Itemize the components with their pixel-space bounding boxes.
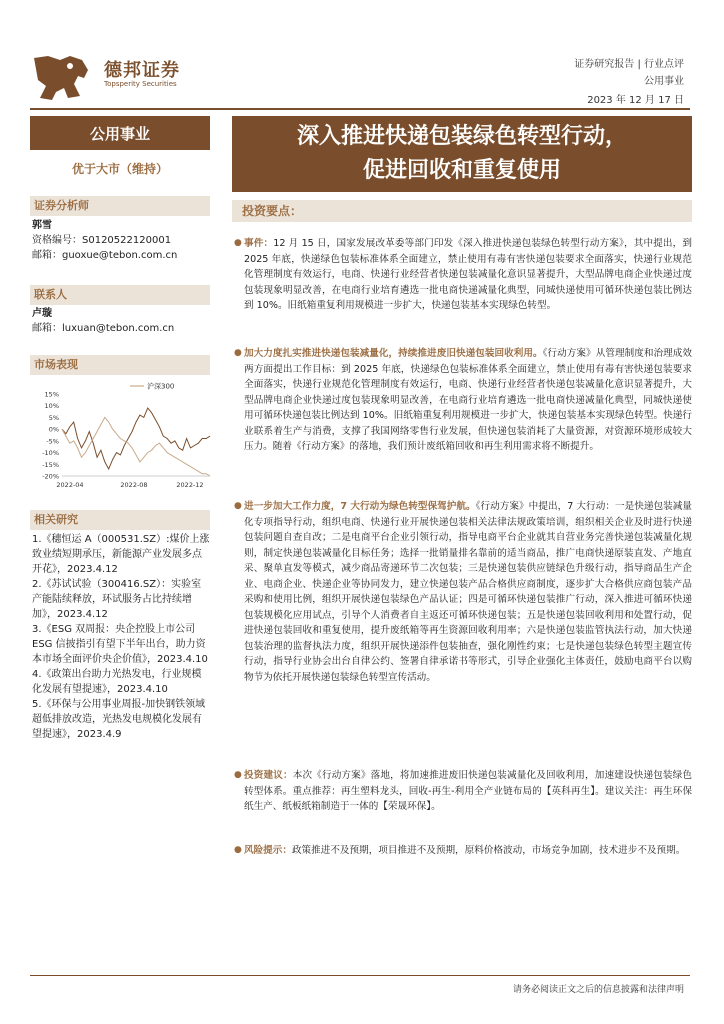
y-tick-label: -5% <box>46 437 59 446</box>
related-list <box>32 532 210 742</box>
y-tick-label: -10% <box>42 449 59 458</box>
title-line-2: 促进回收和重复使用 <box>362 158 561 183</box>
bullet-icon: ● <box>234 501 242 511</box>
market-section-head: 市场表现 <box>30 355 210 375</box>
series-line <box>62 417 210 476</box>
related-item[interactable]: 3.《ESG 双周报：央企控股上市公司 ESG 信披指引有望下半年出台，助力资本市场全面评价央企价值》，2023.4.10 <box>32 624 208 665</box>
report-sector: 公用事业 <box>644 76 684 87</box>
y-tick-label: 10% <box>44 402 59 411</box>
contact-email: 邮箱：luxuan@tebon.com.cn <box>32 323 175 334</box>
para-risk <box>234 843 692 859</box>
y-tick-label: -15% <box>42 460 59 469</box>
y-tick-label: -20% <box>42 472 59 481</box>
legend-label: 沪深300 <box>147 382 175 391</box>
footer-divider <box>30 975 690 976</box>
analyst-name: 郭雪 <box>32 220 52 231</box>
related-item[interactable]: 1.《穗恒运 A（000531.SZ）:煤价上涨致业绩短期承压，新能源产业发展多点开花》，2023.4.12 <box>32 534 210 575</box>
report-type: 证券研究报告 | 行业点评 <box>574 59 684 70</box>
related-item[interactable]: 5.《环保与公用事业周报-加快钢铁领域超低排放改造，光热发电规模化发展有望提速》，2023.4.9 <box>32 699 206 740</box>
header-divider <box>30 108 690 110</box>
para-event-text: 12 月 15 日，国家发展改革委等部门印发《深入推进快递包装绿色转型行动方案》，其中提出，到 2025 年底，快递绿色包装标准体系全面建立，禁止使用有毒有害快递包装要求全面落实，快递行业规范化管理制度有效运行，电商、快递行业经营者快递包装减量化意识显著提升，大型品牌电商企业快递过度包装现象明显改善，在电商行业培育遴选一批电商快递减量化典型，同城快递使用可循环快递包装比例达到 10%。旧纸箱重复利用规模进一步扩大，快递包装基本实现绿色转型。 <box>244 238 693 311</box>
brand-name: 德邦证券 <box>104 60 180 81</box>
invest-head: 投资要点： <box>232 200 692 222</box>
related-section-head: 相关研究 <box>30 510 210 530</box>
series-line <box>62 408 210 469</box>
para-actions-label: 进一步加大工作力度，7 大行动为绿色转型保驾护航。 <box>244 501 476 512</box>
title-line-1: 深入推进快递包装绿色转型行动， <box>296 124 627 149</box>
related-item[interactable]: 4.《政策出台助力光热发电，行业规模化发展有望提速》，2023.4.10 <box>32 669 202 695</box>
para-reduction-text: 《行动方案》从管理制度和治理成效两方面提出工作目标：到 2025 年底，快递绿色包装标准体系全面建立，禁止使用有毒有害快递包装要求全面落实，快递行业规范化管理制度有效运行，电商、快递行业经营者快递包装减量化意识显著提升，大型品牌电商企业快递过度包装现象明显改善，在电商行业培育遴选一批电商快递减量化典型，同城快递使用可循环快递包装比例达到 10%。旧纸箱重复利用规模进一步扩大，快递包装基本实现绿色转型。快递行业联系着生产与消费，支撑了我国网络零售行业发展，但快递包装消耗了大量资源，对资源环境形成较大压力。随着《行动方案》的落地，我们预计废纸箱回收和再生利用需求将不断提升。 <box>244 348 693 452</box>
brand-name-en: Topsperity Securities <box>104 80 177 88</box>
report-date: 2023 年 12 月 17 日 <box>587 95 684 106</box>
para-actions-text: 《行动方案》中提出，7 大行动：一是快递包装减量化专项指导行动，组织电商、快递行业开展快递包装相关法律法规政策培训，组织相关企业及时进行快递包装问题自查自改；二是电商平台企业引领行动，指导电商平台企业就其自营业务完善快递包装减量化规则，制定快递包装减量化目标任务；选择一批销量排名靠前的适当商品，推广电商快递原装直发、产地直采、聚单直发等模式，减少商品寄递环节二次包装；三是快递包装供应链绿色升级行动，指导商品生产企业、电商企业、快递企业等协同发力，建立快递包装产品合格供应商制度，逐步扩大合格供应商包装产品采购和使用比例，组织开展快递包装绿色产品认证；四是可循环快递包装推广行动，深入推进可循环快递包装规模化应用试点，引导个人消费者自主返还可循环快递包装；五是快递包装回收利用和处置行动，促进快递包装回收和重复使用，提升废纸箱等再生资源回收利用率；六是快递包装监管执法行动，加大快递包装治理的监督执法力度，组织开展快递添件包装抽查，强化刚性约束；七是快递包装绿色转型主题宣传行动，指导行业协会出台自律公约、签署自律承诺书等形式，引导企业强化主体责任，鼓励电商平台以购物节为依托开展快递包装绿色转型宣传活动。 <box>244 501 692 683</box>
para-risk-text: 政策推进不及预期，项目推进不及预期，原料价格波动，市场竞争加剧，技术进步不及预期。 <box>291 845 686 856</box>
y-tick-label: 15% <box>44 390 59 399</box>
para-reduction-label: 加大力度扎实推进快递包装减量化，持续推进废旧快递包装回收利用。 <box>244 348 543 359</box>
y-tick-label: 0% <box>48 425 59 434</box>
analyst-cert: 资格编号：S0120522120001 <box>32 235 172 246</box>
related-item[interactable]: 2.《苏试试验（300416.SZ）：实验室产能陆续释放，环试服务占比持续增加》，2023.4.12 <box>32 579 202 620</box>
bullet-icon: ● <box>234 348 242 358</box>
para-event <box>234 236 693 314</box>
x-tick-label: 2022-04 <box>56 481 84 489</box>
bullet-icon: ● <box>234 845 242 855</box>
para-invest-text: 本次《行动方案》落地，将加速推进废旧快递包装减量化及回收利用，加速建设快递包装绿色转型体系。重点推荐：再生塑料龙头，回收-再生-利用全产业链布局的【英科再生】。建议关注：再生环保纸生产、纸板纸箱制造于一体的【荣晟环保】。 <box>244 770 693 812</box>
analyst-email: 邮箱：guoxue@tebon.com.cn <box>32 250 178 261</box>
para-event-label: 事件： <box>244 238 274 249</box>
bullet-icon: ● <box>234 770 242 780</box>
para-invest-label: 投资建议： <box>244 770 293 781</box>
topsperity-logo-icon <box>30 52 92 102</box>
analyst-section-head: 证券分析师 <box>30 196 210 216</box>
contact-section-head: 联系人 <box>30 285 210 305</box>
report-title <box>232 116 692 192</box>
para-invest <box>234 768 693 815</box>
rating-label: 优于大市（维持） <box>71 162 168 176</box>
y-tick-label: 5% <box>48 413 59 422</box>
para-actions <box>234 499 692 685</box>
market-performance-chart <box>30 380 215 490</box>
contact-name: 卢璇 <box>32 308 52 319</box>
x-tick-label: 2022-12 <box>176 481 204 489</box>
footer-disclaimer: 请务必阅读正文之后的信息披露和法律声明 <box>512 985 684 995</box>
para-risk-label: 风险提示： <box>244 845 292 856</box>
sector-label: 公用事业 <box>30 116 210 150</box>
para-reduction <box>234 346 693 455</box>
bullet-icon: ● <box>234 238 242 248</box>
x-tick-label: 2022-08 <box>120 481 148 489</box>
